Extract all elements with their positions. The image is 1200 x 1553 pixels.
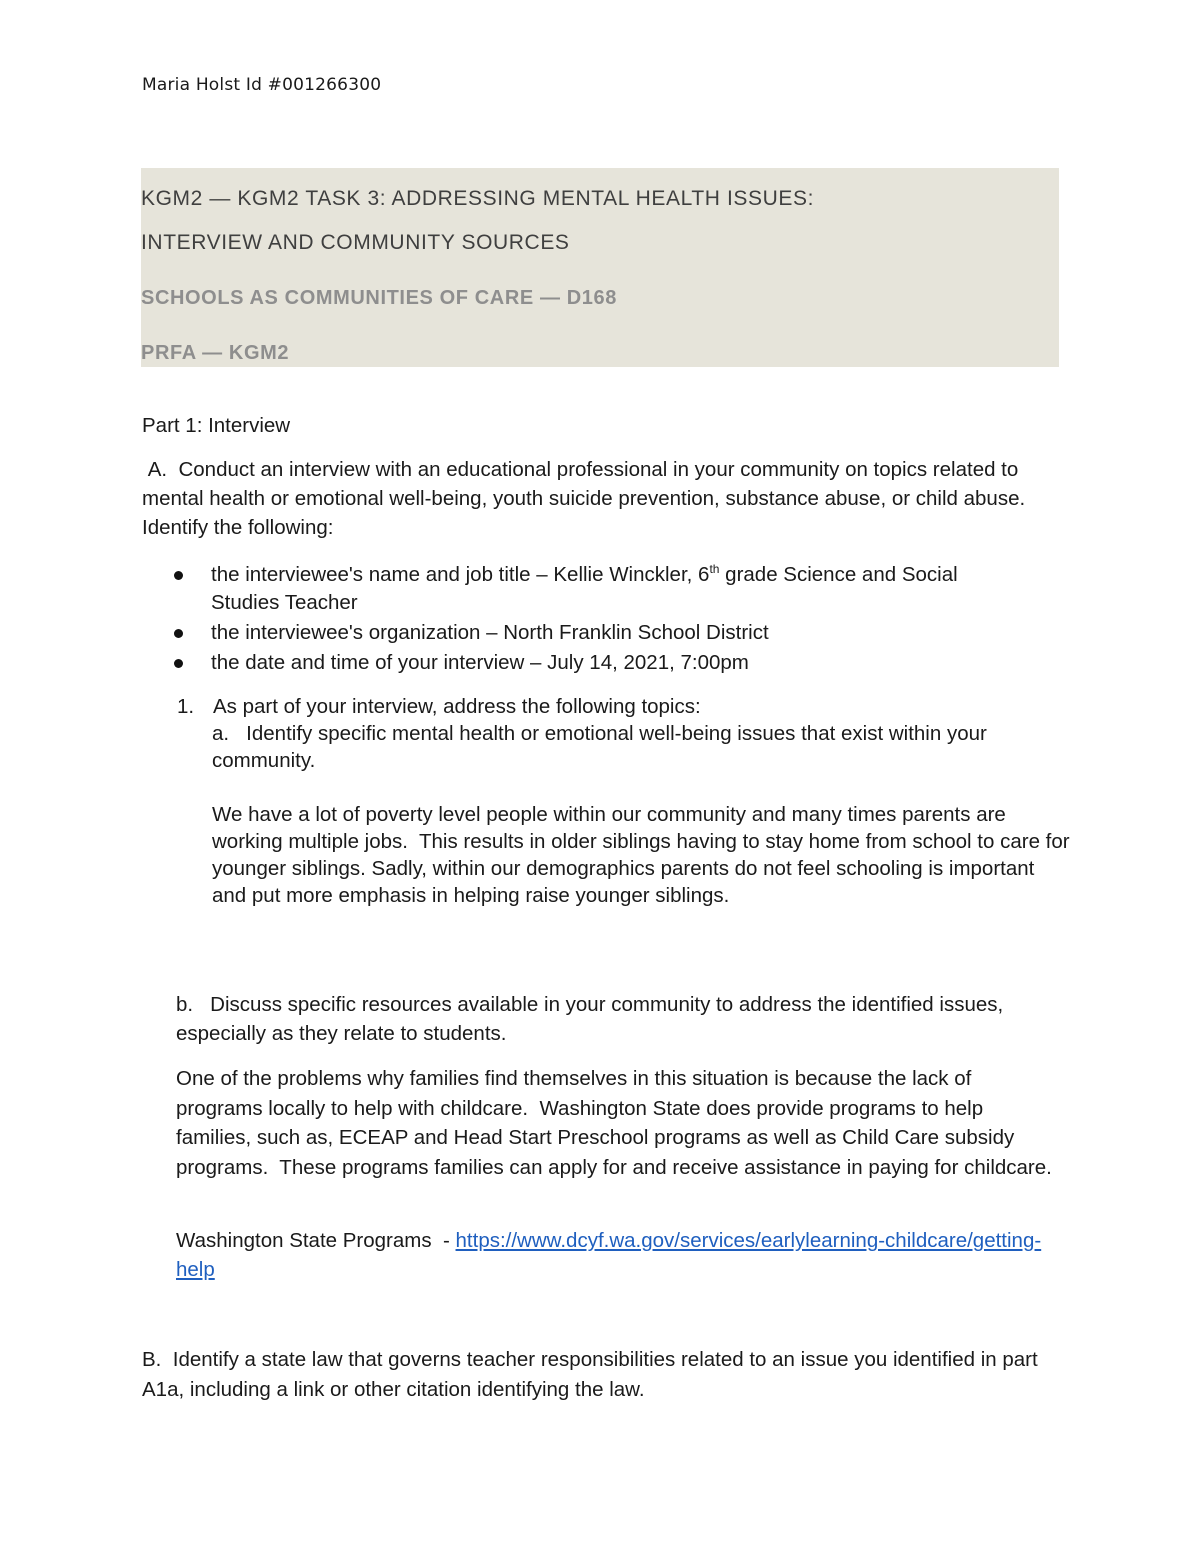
title-block xyxy=(141,168,1059,367)
washington-programs-line xyxy=(176,1226,1056,1284)
sub-question-b: b. Discuss specific resources available in your community to address the identified issues, especially as they relate to students. xyxy=(176,993,1009,1045)
sub-question-a: a. Identify specific mental health or emotional well-being issues that exist within your community. xyxy=(212,722,993,772)
interviewee-title-text: grade Science and Social Studies Teacher xyxy=(211,563,958,614)
interviewee-organization-text: the interviewee's organization – North Franklin School District xyxy=(211,621,769,644)
course-title: SCHOOLS AS COMMUNITIES OF CARE — D168 xyxy=(141,287,617,309)
answer-a: We have a lot of poverty level people within our community and many times parents are working multiple jobs. This results in older siblings having to stay home from school to care for younger siblings. Sadly, within our demographics parents do not feel schooling is important and put more emphasis in helping raise younger siblings. xyxy=(212,803,1076,907)
list-item xyxy=(170,561,1030,617)
washington-programs-link[interactable]: https://www.dcyf.wa.gov/services/earlylearning-childcare/getting-help xyxy=(176,1229,1042,1281)
prompt-b: B. Identify a state law that governs teacher responsibilities related to an issue you identified in part A1a, including a link or other citation identifying the law. xyxy=(142,1348,1043,1401)
prompt-a: A. Conduct an interview with an educational professional in your community on topics related to mental health or emotional well-being, youth suicide prevention, substance abuse, or child abuse. Identify the following: xyxy=(142,458,1031,539)
washington-programs-label: Washington State Programs - xyxy=(176,1229,456,1252)
interview-details-list xyxy=(170,561,1030,679)
item-text: As part of your interview, address the following topics: xyxy=(213,695,701,718)
answer-b: One of the problems why families find themselves in this situation is because the lack of programs locally to help with childcare. Washington State does provide programs to help families, such as, ECEAP and Head Start Preschool programs as well as Child Care subsidy programs. These programs families can apply for and receive assistance in paying for childcare. xyxy=(176,1067,1052,1179)
item-number: 1. xyxy=(177,695,195,718)
bullet-icon xyxy=(174,629,183,638)
list-item xyxy=(170,619,1030,647)
interviewee-name-text: the interviewee's name and job title – Kellie Winckler, 6 xyxy=(211,563,710,586)
numbered-item-1 xyxy=(177,693,1057,721)
interview-date-text: the date and time of your interview – July 14, 2021, 7:00pm xyxy=(211,651,749,674)
ordinal-suffix: th xyxy=(709,562,720,577)
bullet-icon xyxy=(174,571,183,580)
part1-heading: Part 1: Interview xyxy=(142,414,291,437)
list-item xyxy=(170,649,1030,677)
page-header-author-id: Maria Holst Id #001266300 xyxy=(142,75,382,95)
task-title-line-1: KGM2 — KGM2 TASK 3: ADDRESSING MENTAL HEALTH ISSUES: xyxy=(141,187,815,210)
course-code: PRFA — KGM2 xyxy=(141,342,290,364)
bullet-icon xyxy=(174,659,183,668)
task-title-line-2: INTERVIEW AND COMMUNITY SOURCES xyxy=(141,231,570,254)
